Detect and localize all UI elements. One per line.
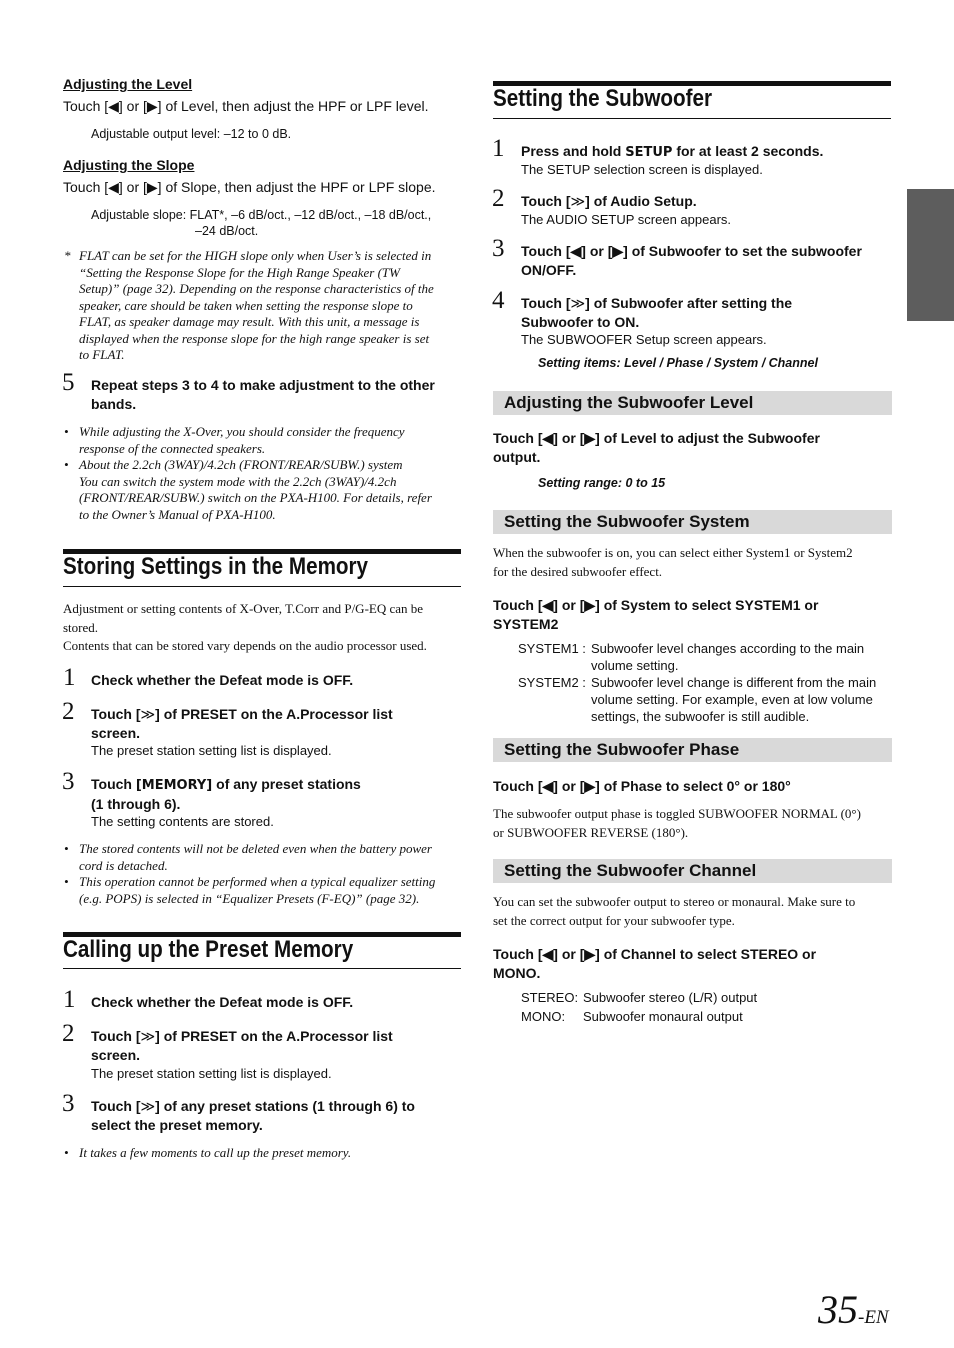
footnote-line: FLAT can be set for the HIGH slope only when User’s is selected in — [79, 248, 432, 263]
subwoofer-step-2-note: The AUDIO SETUP screen appears. — [521, 212, 732, 227]
intro-line: Contents that can be stored vary depends on the audio processor used. — [63, 638, 427, 653]
section-bar-level — [493, 391, 892, 415]
step-number: 4 — [492, 287, 505, 314]
storing-intro — [63, 600, 463, 656]
footnote-line: FLAT, as speaker damage may result. With this unit, a message is — [79, 314, 420, 329]
step-line: MONO. — [493, 965, 541, 981]
forward-icon: ≫ — [140, 1098, 156, 1114]
storing-step-1: Check whether the Defeat mode is OFF. — [91, 672, 354, 688]
xover-notes — [64, 424, 464, 523]
adjusting-slope-text: Touch [◀] or [▶] of Slope, then adjust the HPF or LPF slope. — [63, 179, 436, 195]
adjusting-level-heading: Adjusting the Level — [63, 76, 193, 92]
page-number-value: 35 — [818, 1287, 858, 1332]
intro-line: Adjustment or setting contents of X-Over, T.Corr and P/G-EQ can be — [63, 601, 424, 616]
step-line: output. — [493, 449, 541, 465]
section-bar-phase — [493, 738, 892, 762]
phase-instruction: Touch [◀] or [▶] of Phase to select 0° or 180° — [493, 778, 791, 794]
intro-line: You can set the subwoofer output to stereo or monaural. Make sure to — [493, 894, 856, 909]
footnote-line: speaker, care should be taken when setting the response slope to — [79, 297, 413, 313]
adjusting-slope-note-line: Adjustable slope: FLAT*, –6 dB/oct., –12 dB/oct., –18 dB/oct., — [91, 208, 432, 222]
adjusting-slope-note — [91, 207, 431, 239]
step-text: ] of Audio Setup. — [585, 193, 697, 209]
desc-line: volume setting. — [591, 658, 679, 673]
storing-step-2 — [91, 705, 393, 743]
system-option-desc — [591, 640, 864, 674]
section-bar-title: Setting the Subwoofer System — [504, 512, 750, 531]
calling-title: Calling up the Preset Memory — [63, 936, 354, 963]
step-line: screen. — [91, 725, 141, 741]
step-text: Touch [ — [91, 706, 141, 722]
list-item-cont: (FRONT/REAR/SUBW.) switch on the PXA-H100. For details, refer — [79, 490, 432, 505]
step-5-text — [91, 376, 435, 414]
adjusting-slope-heading: Adjusting the Slope — [63, 157, 195, 173]
step-number: 3 — [492, 235, 505, 262]
list-item: • The stored contents will not be deleted even when the battery power — [64, 841, 432, 856]
setup-key: SETUP — [625, 145, 673, 160]
channel-intro — [493, 893, 855, 930]
step-text: Touch — [91, 776, 136, 792]
list-item-cont: You can switch the system mode with the 2.2ch (3WAY)/4.2ch — [79, 473, 397, 489]
step-line: Repeat steps 3 to 4 to make adjustment to the other — [91, 377, 435, 393]
subwoofer-step-4 — [521, 294, 792, 332]
step-line: (1 through 6). — [91, 796, 181, 812]
intro-line: for the desired subwoofer effect. — [493, 563, 663, 579]
storing-title: Storing Settings in the Memory — [63, 553, 369, 580]
adjusting-slope-note-line: –24 dB/oct. — [195, 224, 259, 238]
level-range: Setting range: 0 to 15 — [538, 476, 666, 490]
section-rule-thin — [493, 118, 891, 119]
forward-icon: ≫ — [140, 706, 156, 722]
memory-key: [MEMORY] — [135, 778, 213, 793]
storing-notes — [64, 841, 464, 907]
page-number — [818, 1286, 889, 1333]
step-text: ] of PRESET on the A.Processor list — [155, 706, 393, 722]
footnote-line: “Setting the Response Slope for the High Range Speaker (TW — [79, 264, 400, 280]
storing-step-3 — [91, 775, 361, 814]
channel-option-label: STEREO: — [521, 990, 579, 1005]
section-bar-title: Adjusting the Subwoofer Level — [504, 393, 754, 412]
calling-step-1: Check whether the Defeat mode is OFF. — [91, 994, 354, 1010]
desc-line: The subwoofer output phase is toggled SUBWOOFER NORMAL (0°) — [493, 806, 861, 821]
calling-note — [64, 1145, 464, 1162]
calling-step-2 — [91, 1027, 393, 1065]
subwoofer-step-2 — [521, 192, 697, 211]
subwoofer-step-4-note: The SUBWOOFER Setup screen appears. — [521, 332, 767, 347]
storing-step-2-note: The preset station setting list is displayed. — [91, 743, 332, 758]
subwoofer-step-1-note: The SETUP selection screen is displayed. — [521, 162, 763, 177]
list-item: • This operation cannot be performed when a typical equalizer setting — [64, 874, 436, 889]
step-text: Touch [ — [521, 193, 571, 209]
list-item-cont: response of the connected speakers. — [79, 440, 266, 456]
phase-desc — [493, 805, 861, 842]
page-number-suffix: -EN — [858, 1307, 889, 1328]
side-tab — [907, 189, 954, 321]
list-item: • About the 2.2ch (3WAY)/4.2ch (FRONT/REAR/SUBW.) system — [64, 457, 403, 472]
step-text: ] of PRESET on the A.Processor list — [155, 1028, 393, 1044]
step-text: Touch [ — [91, 1028, 141, 1044]
step-text: of any preset stations — [212, 776, 361, 792]
list-item: • It takes a few moments to call up the preset memory. — [64, 1145, 352, 1160]
calling-step-2-note: The preset station setting list is displayed. — [91, 1066, 332, 1081]
footnote — [79, 248, 464, 364]
desc-line: volume setting. For example, even at low volume — [591, 692, 873, 707]
footnote-mark: * — [64, 248, 71, 263]
system-option-label: SYSTEM2 : — [518, 675, 586, 690]
section-bar-title: Setting the Subwoofer Phase — [504, 740, 740, 759]
step-text: Press and hold — [521, 143, 626, 159]
step-number: 1 — [492, 135, 505, 162]
section-rule-thin — [63, 586, 461, 587]
intro-line: When the subwoofer is on, you can select either System1 or System2 — [493, 545, 853, 560]
step-line: screen. — [91, 1047, 141, 1063]
channel-instruction — [493, 945, 816, 983]
step-line: bands. — [91, 396, 137, 412]
step-line: Touch [◀] or [▶] of Subwoofer to set the subwoofer — [521, 243, 862, 259]
step-number: 2 — [62, 1020, 75, 1047]
system-option-label: SYSTEM1 : — [518, 641, 586, 656]
adjusting-level-note: Adjustable output level: –12 to 0 dB. — [91, 127, 292, 141]
footnote-line: to FLAT. — [79, 347, 125, 362]
footnote-line: Setup)” (page 32). Depending on the response characteristics of the — [79, 281, 434, 296]
step-text: ] of Subwoofer after setting the — [585, 295, 793, 311]
desc-line: Subwoofer level change is different from the main — [591, 675, 877, 690]
step-number: 2 — [62, 698, 75, 725]
step-line: Touch [◀] or [▶] of Channel to select STEREO or — [493, 946, 817, 962]
step-text: Touch [ — [91, 1098, 141, 1114]
list-item: • While adjusting the X-Over, you should consider the frequency — [64, 424, 405, 439]
section-rule-thin — [63, 968, 461, 969]
storing-step-3-note: The setting contents are stored. — [91, 814, 274, 829]
step-text: ] of any preset stations (1 through 6) to — [155, 1098, 415, 1114]
desc-line: or SUBWOOFER REVERSE (180°). — [493, 824, 689, 840]
level-instruction — [493, 429, 820, 467]
desc-line: settings, the subwoofer is still audible. — [591, 709, 810, 724]
system-option-desc — [591, 674, 876, 725]
step-line: ON/OFF. — [521, 262, 577, 278]
calling-step-3 — [91, 1097, 415, 1135]
step-line: SYSTEM2 — [493, 616, 559, 632]
step-number: 5 — [62, 369, 75, 396]
step-line: Subwoofer to ON. — [521, 314, 640, 330]
subwoofer-step-3 — [521, 242, 862, 280]
step-line: select the preset memory. — [91, 1117, 263, 1133]
subwoofer-step-1 — [521, 142, 823, 162]
list-item-cont: to the Owner’s Manual of PXA-H100. — [79, 506, 276, 522]
channel-option-desc: Subwoofer monaural output — [583, 1009, 743, 1024]
forward-icon: ≫ — [570, 193, 586, 209]
step-number: 2 — [492, 185, 505, 212]
intro-line: set the correct output for your subwoofer type. — [493, 912, 735, 928]
step-text: for at least 2 seconds. — [672, 143, 824, 159]
subwoofer-title: Setting the Subwoofer — [493, 85, 713, 112]
step-number: 1 — [63, 986, 76, 1013]
forward-icon: ≫ — [570, 295, 586, 311]
section-bar-system — [493, 510, 892, 534]
step-text: Touch [ — [521, 295, 571, 311]
forward-icon: ≫ — [140, 1028, 156, 1044]
footnote-line: displayed when the response slope for the high range speaker is set — [79, 330, 430, 346]
list-item-cont: (e.g. POPS) is selected in “Equalizer Presets (F-EQ)” (page 32). — [79, 890, 420, 906]
system-intro — [493, 544, 853, 581]
section-bar-channel — [493, 859, 892, 883]
channel-option-desc: Subwoofer stereo (L/R) output — [583, 990, 758, 1005]
system-instruction — [493, 596, 818, 634]
desc-line: Subwoofer level changes according to the main — [591, 641, 865, 656]
step-number: 1 — [63, 664, 76, 691]
step-number: 3 — [62, 1090, 75, 1117]
channel-option-label: MONO: — [521, 1009, 566, 1024]
adjusting-level-text: Touch [◀] or [▶] of Level, then adjust the HPF or LPF level. — [63, 98, 429, 114]
setting-items: Setting items: Level / Phase / System / Channel — [538, 356, 818, 370]
list-item-cont: cord is detached. — [79, 857, 168, 873]
section-bar-title: Setting the Subwoofer Channel — [504, 861, 757, 880]
step-line: Touch [◀] or [▶] of System to select SYSTEM1 or — [493, 597, 819, 613]
intro-line: stored. — [63, 619, 99, 635]
step-line: Touch [◀] or [▶] of Level to adjust the Subwoofer — [493, 430, 820, 446]
step-number: 3 — [62, 768, 75, 795]
